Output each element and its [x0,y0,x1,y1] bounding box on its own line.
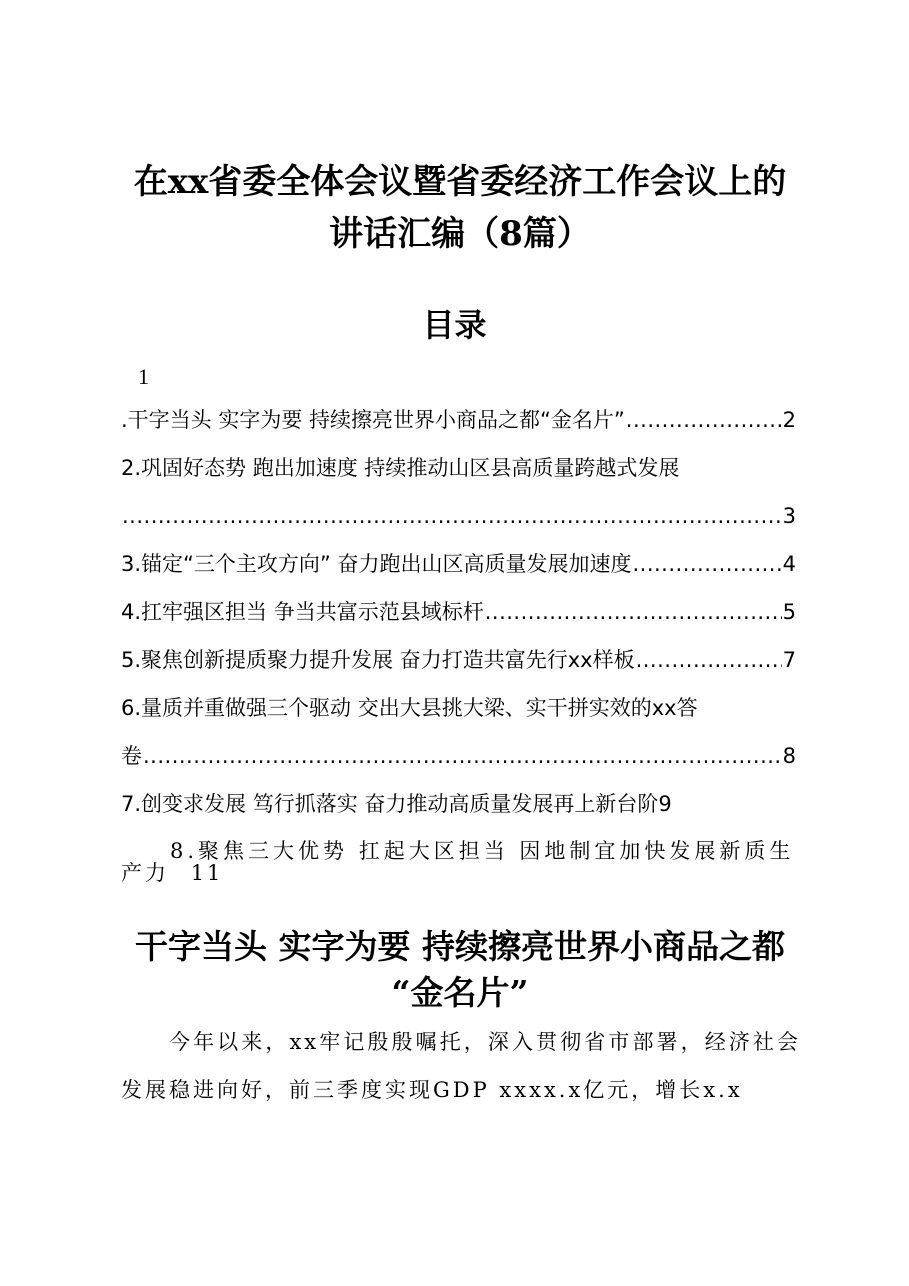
toc-item-2-leader[interactable] [121,499,796,533]
toc-heading: 目录 [422,306,487,344]
toc-item-5[interactable] [121,643,796,677]
document-title-line1: 在xx省委全体会议暨省委经济工作会议上的 [133,162,787,202]
toc-item-3[interactable] [121,547,796,581]
toc-item-4-page: 5 [782,600,796,624]
toc-leader-dots [122,499,782,533]
toc-item-7-text: 7.创变求发展 笃行抓落实 奋力推动高质量发展再上新台阶 [121,792,659,816]
toc-item-8-line2[interactable] [121,856,796,890]
toc-item-4-text: 4.扛牢强区担当 争当共富示范县域标杆 [121,600,484,624]
toc-item-2[interactable]: 2.巩固好态势 跑出加速度 持续推动山区县高质量跨越式发展 [121,456,680,480]
toc-item-7[interactable] [121,787,796,821]
toc-item-8-text-line2: 产力 [121,861,169,885]
toc-leader-dots [636,643,782,677]
toc-item-1-text: .干字当头 实字为要 持续擦亮世界小商品之都“金名片” [121,408,625,432]
toc-leader-dots [485,595,782,629]
section-title-line1: 干字当头 实字为要 持续擦亮世界小商品之都 [135,927,785,966]
toc-item-4[interactable] [121,595,796,629]
toc-item-1[interactable] [121,403,796,437]
section-title-line2: “金名片” [391,973,529,1012]
toc-item-6-page: 8 [782,744,796,768]
toc-item-2-page: 3 [782,504,796,528]
toc-item-8-page: 11 [190,861,224,885]
document-title-line2: 讲话汇编（8篇） [329,214,591,254]
toc-item-8[interactable]: 8.聚焦三大优势 扛起大区担当 因地制宜加快发展新质生 [170,839,795,863]
toc-leader-dots [632,547,781,581]
toc-leading-number: 1 [138,364,149,389]
toc-item-6-leader[interactable] [121,739,796,773]
toc-item-7-page: 9 [658,792,672,816]
toc-item-3-text: 3.锚定“三个主攻方向” 奋力跑出山区高质量发展加速度 [121,552,632,576]
toc-item-6-text-line2: 卷 [121,744,142,768]
toc-leader-dots [626,403,782,437]
toc-leader-dots [143,739,782,773]
toc-item-5-text: 5.聚焦创新提质聚力提升发展 奋力打造共富先行xx样板 [121,648,635,672]
toc-item-5-page: 7 [782,648,796,672]
toc-item-3-page: 4 [782,552,796,576]
toc-item-6[interactable]: 6.量质并重做强三个驱动 交出大县挑大梁、实干拼实效的xx答 [121,696,698,720]
toc-item-1-page: 2 [782,408,796,432]
section-paragraph: 今年以来，xx牢记殷殷嘱托，深入贯彻省市部署，经济社会发展稳进向好，前三季度实现GDP xxxx.x亿元，增长x.x [121,1030,801,1102]
